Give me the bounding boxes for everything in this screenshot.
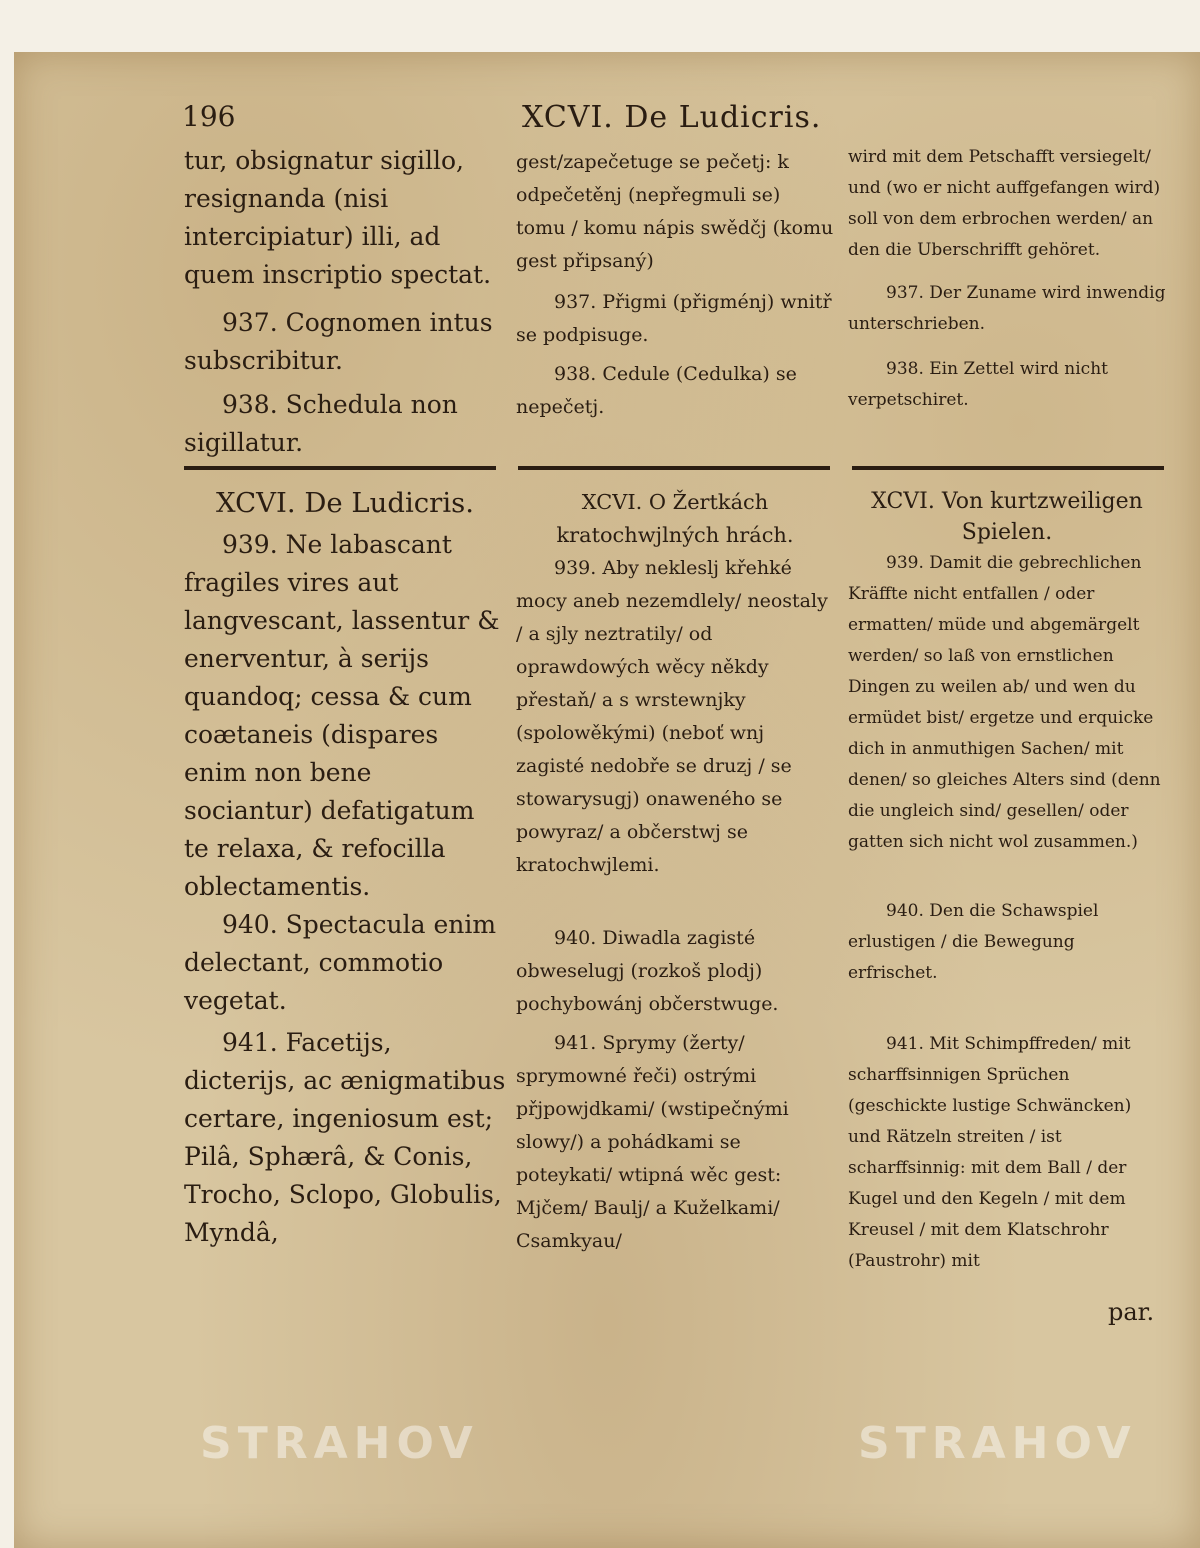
czech-para-937: 937. Přigmi (přigménj) wnitř se podpisuge.	[516, 291, 832, 346]
czech-para-941: 941. Sprymy (žerty/ sprymowné řeči) ostrými přjpowjdkami/ (wstipečnými slowy/) a pohádkami se poteykati/ wtipná wěc gest: Mjčem/ Baulj/ a Kuželkami/ Csamkyau/	[516, 1032, 789, 1252]
czech-para-939: 939. Aby nekleslj křehké mocy aneb nezemdlely/ neostaly / a sjly neztratily/ od oprawdowých wěcy někdy přestaň/ a s wrstewnjky (spolowěkými) (neboť wnj zagisté nedobře se druzj / se stowarysugj) onaweného se powyraz/ a občerstwj se kratochwjlemi.	[516, 557, 828, 876]
library-watermark-right: STRAHOV	[858, 1418, 1137, 1469]
section-rule-latin	[184, 466, 496, 470]
czech-para-936-cont: gest/zapečetuge se pečetj: k odpečetěnj (nepřegmuli se) tomu / komu nápis swědčj (komu gest připsaný)	[516, 151, 834, 272]
german-column	[848, 142, 1166, 416]
latin-para-940: 940. Spectacula enim delectant, commotio vegetat.	[184, 910, 497, 1015]
latin-para-937: 937. Cognomen intus subscribitur.	[184, 308, 493, 375]
catchword: par.	[1108, 1298, 1155, 1326]
latin-para-939: 939. Ne labascant fragiles vires aut langvescant, lassentur & enerventur, à serijs quandoq; cessa & cum coætaneis (dispares enim non bene sociantur) defatigatum te relaxa, & refocilla oblectamentis.	[184, 530, 500, 901]
german-column-section	[848, 486, 1166, 1277]
german-para-939: 939. Damit die gebrechlichen Kräffte nicht entfallen / oder ermatten/ müde und abgemärgelt werden/ so laß von ernstlichen Dingen zu weilen ab/ und wen du ermüdet bist/ ergetze und erquicke dich in anmuthigen Sachen/ mit denen/ so gleiches Alters sind (denn die ungleich sind/ gesellen/ oder gatten sich nicht wol zusammen.)	[848, 553, 1161, 852]
german-section-heading: XCVI. Von kurtzweiligen Spielen.	[871, 489, 1143, 545]
german-para-936-cont: wird mit dem Petschafft versiegelt/ und (wo er nicht auffgefangen wird) soll von dem erbrochen werden/ an den die Uberschrifft gehöret.	[848, 147, 1161, 260]
latin-para-936-cont: tur, obsignatur sigillo, resignanda (nisi intercipiatur) illi, ad quem inscriptio spectat.	[184, 146, 492, 289]
czech-section-heading: XCVI. O Žertkách kratochwjlných hrách.	[556, 490, 794, 547]
german-para-938: 938. Ein Zettel wird nicht verpetschiret.	[848, 359, 1108, 410]
latin-para-941: 941. Facetijs, dicterijs, ac ænigmatibus certare, ingeniosum est; Pilâ, Sphærâ, & Conis, Trocho, Sclopo, Globulis, Myndâ,	[184, 1028, 506, 1247]
latin-para-938: 938. Schedula non sigillatur.	[184, 390, 458, 457]
section-rule-czech	[518, 466, 830, 470]
german-para-941: 941. Mit Schimpffreden/ mit scharffsinnigen Sprüchen (geschickte lustige Schwäncken) und Rätzeln streiten / ist scharffsinnig: mit dem Ball / der Kugel und den Kegeln / mit dem Kreusel / mit dem Klatschrohr (Paustrohr) mit	[848, 1034, 1132, 1271]
czech-para-938: 938. Cedule (Cedulka) se nepečetj.	[516, 363, 797, 418]
czech-column	[516, 146, 834, 424]
section-rule-german	[852, 466, 1164, 470]
german-para-940: 940. Den die Schawspiel erlustigen / die Bewegung erfrischet.	[848, 901, 1099, 983]
latin-column	[184, 142, 506, 462]
running-title: XCVI. De Ludicris.	[522, 100, 822, 135]
czech-para-940: 940. Diwadla zagisté obweselugj (rozkoš plodj) pochybowánj občerstwuge.	[516, 927, 779, 1015]
page-number: 196	[182, 100, 236, 133]
german-para-937: 937. Der Zuname wird inwendig unterschrieben.	[848, 283, 1166, 334]
czech-column-section	[516, 486, 834, 1258]
library-watermark-left: STRAHOV	[200, 1418, 479, 1469]
latin-column-section	[184, 484, 506, 1252]
latin-section-heading: XCVI. De Ludicris.	[216, 487, 474, 519]
